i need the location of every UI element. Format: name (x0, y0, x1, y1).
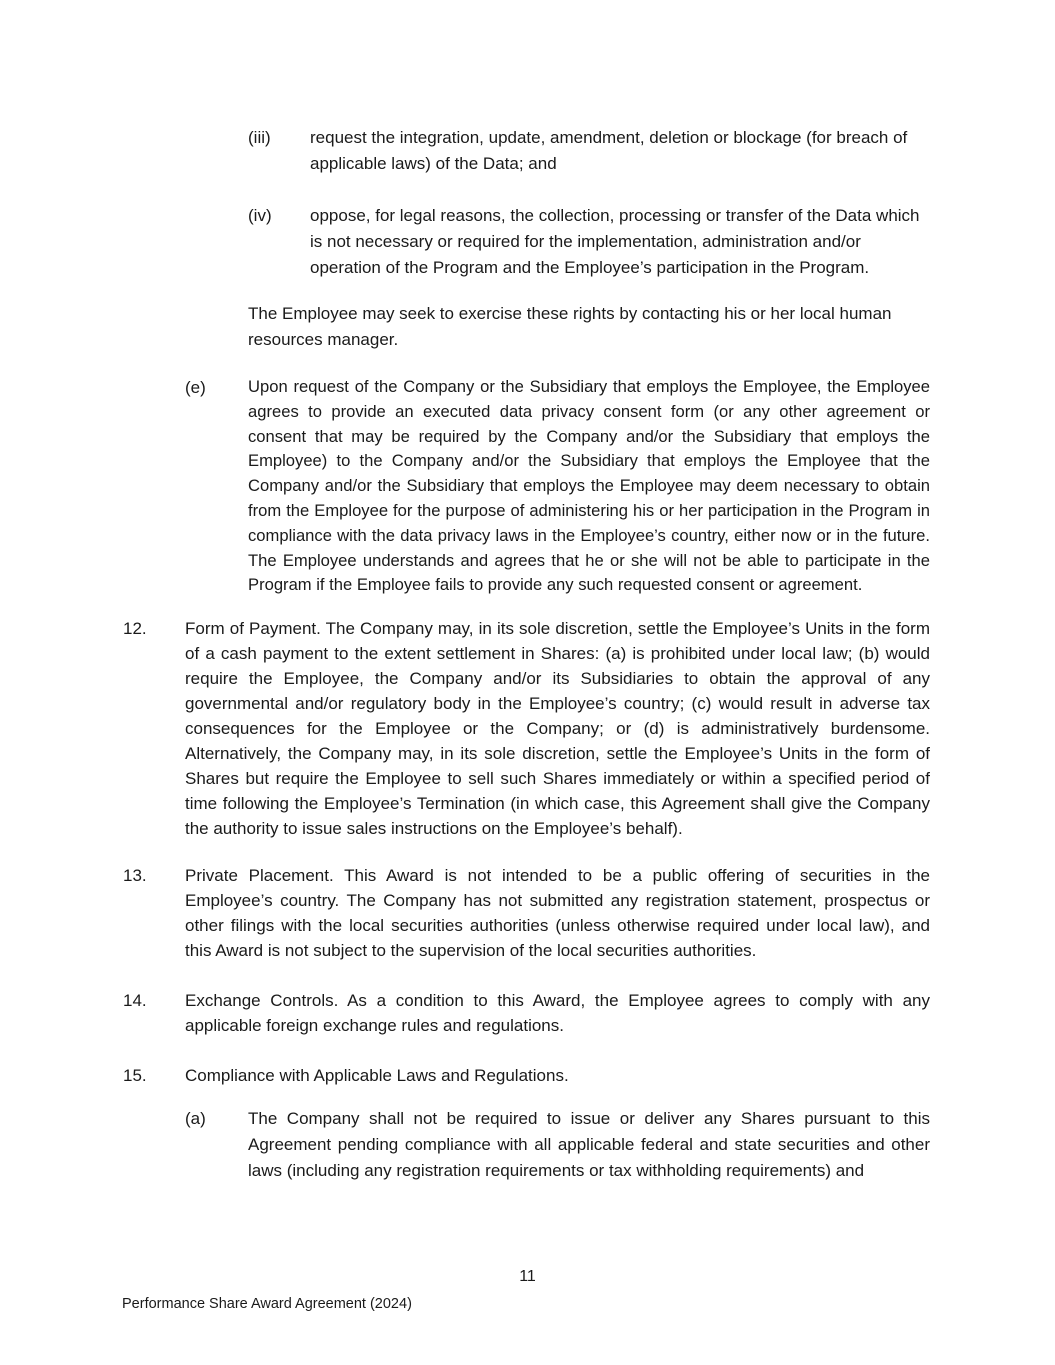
list-item-text: request the integration, update, amendment, deletion or blockage (for breach of applicable laws) of the Data; and (310, 128, 908, 173)
section-13-private-placement (123, 863, 1055, 963)
list-item-iv (248, 203, 1055, 281)
section-number: 14. (123, 991, 147, 1011)
list-item-label: (a) (185, 1109, 206, 1129)
list-item-iii (248, 125, 1055, 177)
section-text: Private Placement. This Award is not intended to be a public offering of securities in the Employee’s country. The Company has not submitted any registration statement, prospectus or other filings with the local securities authorities (unless otherwise required under local law), and this Award is not subject to the supervision of the local securities authorities. (185, 866, 930, 961)
list-item-e (185, 375, 1055, 598)
section-number: 15. (123, 1066, 147, 1086)
list-item-text: oppose, for legal reasons, the collection, processing or transfer of the Data which is not necessary or required for the implementation, administration and/or operation of the Program and the Employee’s participation in the Program. (310, 206, 920, 277)
footer-document-title: Performance Share Award Agreement (2024) (122, 1296, 412, 1312)
list-item-label: (iii) (248, 128, 271, 147)
page-number: 11 (519, 1268, 536, 1285)
list-item-a (185, 1106, 1055, 1184)
section-text: Exchange Controls. As a condition to this Award, the Employee agrees to comply with any applicable foreign exchange rules and regulations. (185, 991, 930, 1036)
section-text: Compliance with Applicable Laws and Regulations. (185, 1066, 569, 1086)
section-15-compliance-heading (123, 1063, 1055, 1089)
section-14-exchange-controls (123, 988, 1055, 1038)
section-text: Form of Payment. The Company may, in its sole discretion, settle the Employee’s Units in the form of a cash payment to the extent settlement in Shares: (a) is prohibited under local law; (b) would require the Employee, the Company and/or its Subsidiaries to obtain the approval of any governmental and/or regulatory body in the Employee’s country; (c) would result in adverse tax consequences for the Employee or the Company; or (d) is administratively burdensome. Alternatively, the Company may, in its sole discretion, settle the Employee’s Units in the form of Shares but require the Employee to sell such Shares immediately or within a specified period of time following the Employee’s Termination (in which case, this Agreement shall give the Company the authority to issue sales instructions on the Employee’s behalf). (185, 619, 930, 839)
document-body (0, 125, 1055, 1202)
list-item-label: (iv) (248, 206, 272, 225)
list-item-text: Upon request of the Company or the Subsidiary that employs the Employee, the Employee agrees to provide an executed data privacy consent form (or any other agreement or consent that may be required by the Company and/or the Subsidiary that employs the Employee) to the Company and/or the Subsidiary that employs the Employee that the Company and/or the Subsidiary that employs the Employee may deem necessary to obtain from the Employee for the purpose of administering his or her participation in the Program in compliance with the data privacy laws in the Employee’s country, either now or in the future. The Employee understands and agrees that he or she will not be able to participate in the Program if the Employee fails to provide any such requested consent or agreement. (248, 377, 930, 595)
section-number: 13. (123, 866, 147, 886)
list-item-label: (e) (185, 378, 206, 397)
paragraph-exercise-rights (248, 301, 1055, 353)
paragraph-text: The Employee may seek to exercise these rights by contacting his or her local human resources manager. (248, 304, 892, 349)
list-item-text: The Company shall not be required to issue or deliver any Shares pursuant to this Agreement pending compliance with all applicable federal and state securities and other laws (including any registration requirements or tax withholding requirements) and (248, 1109, 930, 1181)
section-12-form-of-payment (123, 616, 1055, 841)
section-number: 12. (123, 619, 147, 639)
